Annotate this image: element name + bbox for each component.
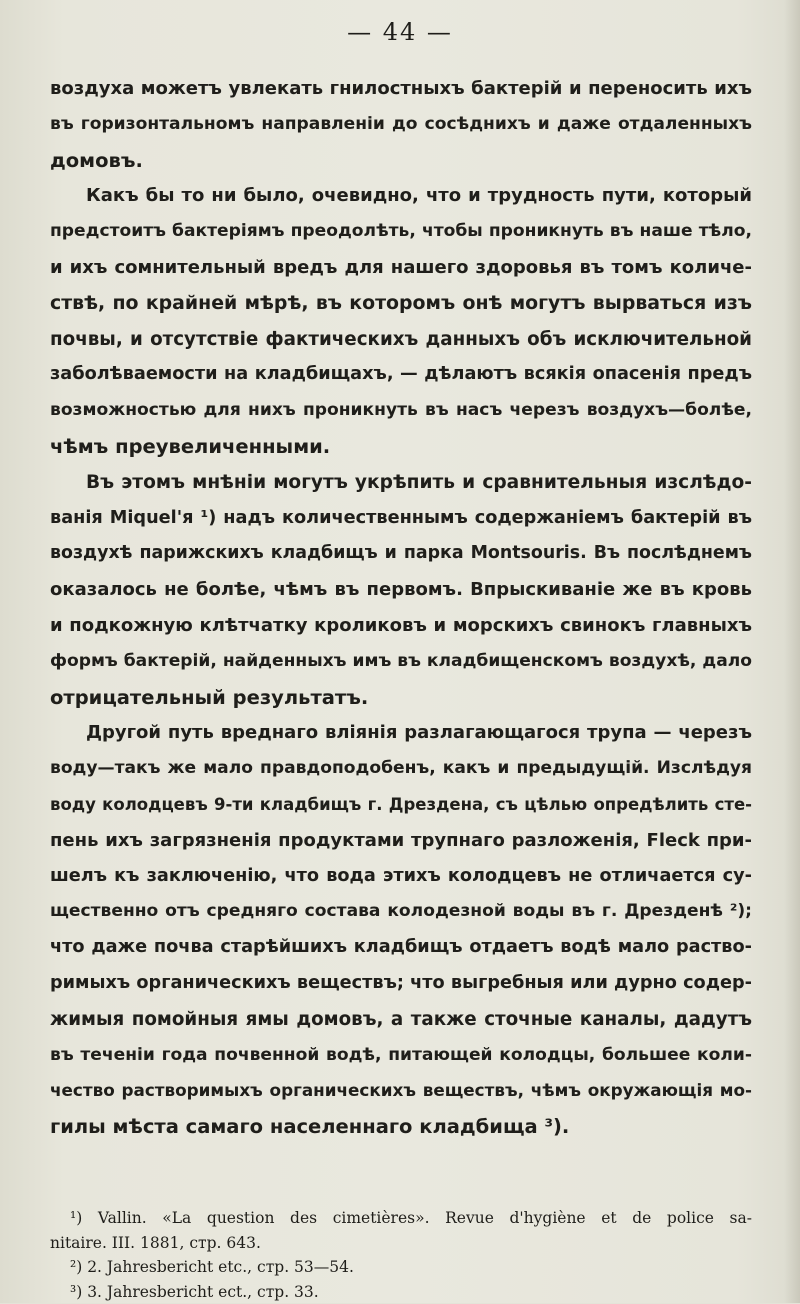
text-line: Другой путь вреднаго вліянія разлагающагося трупа — черезъ [50, 715, 752, 751]
text-line: щественно отъ средняго состава колодезной воды въ г. Дрезденѣ ²); [50, 894, 752, 930]
footnote-line: ²) 2. Jahresbericht etc., стр. 53—54. [50, 1255, 752, 1280]
footnotes [50, 1206, 752, 1304]
text-line: римыхъ органическихъ веществъ; что выгребныя или дурно содер- [50, 966, 752, 1002]
text-line: ствѣ, по крайней мѣрѣ, въ которомъ онѣ могутъ вырваться изъ [50, 286, 752, 322]
text-line: гилы мѣста самаго населеннаго кладбища ³). [50, 1109, 752, 1145]
text-line: заболѣваемости на кладбищахъ, — дѣлаютъ всякія опасенія предъ [50, 357, 752, 393]
text-line: воздухѣ парижскихъ кладбищъ и парка Montsouris. Въ послѣднемъ [50, 536, 752, 572]
text-line: жимыя помойныя ямы домовъ, а также сточные каналы, дадутъ [50, 1002, 752, 1038]
text-line: и ихъ сомнительный вредъ для нашего здоровья въ томъ количе- [50, 250, 752, 286]
text-line: возможностью для нихъ проникнуть въ насъ черезъ воздухъ—болѣе, [50, 393, 752, 429]
text-line: оказалось не болѣе, чѣмъ въ первомъ. Впрыскиваніе же въ кровь [50, 572, 752, 608]
text-line: предстоитъ бактеріямъ преодолѣть, чтобы проникнуть въ наше тѣло, [50, 214, 752, 250]
text-line: воздуха можетъ увлекать гнилостныхъ бактерій и переносить ихъ [50, 71, 752, 107]
text-line: отрицательный результатъ. [50, 680, 752, 716]
text-line: формъ бактерій, найденныхъ имъ въ кладбищенскомъ воздухѣ, дало [50, 644, 752, 680]
page-edge-shadow [784, 0, 800, 1303]
text-line: чѣмъ преувеличенными. [50, 429, 752, 465]
text-line: воду колодцевъ 9-ти кладбищъ г. Дрездена, съ цѣлью опредѣлить сте- [50, 787, 752, 823]
text-line: и подкожную клѣтчатку кроликовъ и морскихъ свинокъ главныхъ [50, 608, 752, 644]
text-line: домовъ. [50, 143, 752, 179]
text-line: въ теченіи года почвенной водѣ, питающей колодцы, большее коли- [50, 1038, 752, 1074]
text-line: Какъ бы то ни было, очевидно, что и трудность пути, который [50, 178, 752, 214]
footnote-line: ³) 3. Jahresbericht ect., стр. 33. [50, 1280, 752, 1304]
text-line: въ горизонтальномъ направленіи до сосѣднихъ и даже отдаленныхъ [50, 107, 752, 143]
text-line: пень ихъ загрязненія продуктами трупнаго разложенія, Fleck при- [50, 823, 752, 859]
text-line: ванія Miquel'я ¹) надъ количественнымъ содержаніемъ бактерій въ [50, 501, 752, 537]
text-line: что даже почва старѣйшихъ кладбищъ отдаетъ водѣ мало раство- [50, 930, 752, 966]
footnote-line: ¹) Vallin. «La question des cimetières». Revue d'hygiène et de police sa- [50, 1206, 752, 1231]
page-number: — 44 — [0, 18, 800, 46]
text-line: чество растворимыхъ органическихъ веществъ, чѣмъ окружающія мо- [50, 1073, 752, 1109]
text-line: шелъ къ заключенію, что вода этихъ колодцевъ не отличается су- [50, 859, 752, 895]
text-line: воду—такъ же мало правдоподобенъ, какъ и предыдущій. Изслѣдуя [50, 751, 752, 787]
text-line: почвы, и отсутствіе фактическихъ данныхъ объ исключительной [50, 322, 752, 358]
body-text [50, 71, 752, 1145]
footnote-line: nitaire. III. 1881, стр. 643. [50, 1231, 752, 1256]
text-line: Въ этомъ мнѣніи могутъ укрѣпить и сравнительныя изслѣдо- [50, 465, 752, 501]
